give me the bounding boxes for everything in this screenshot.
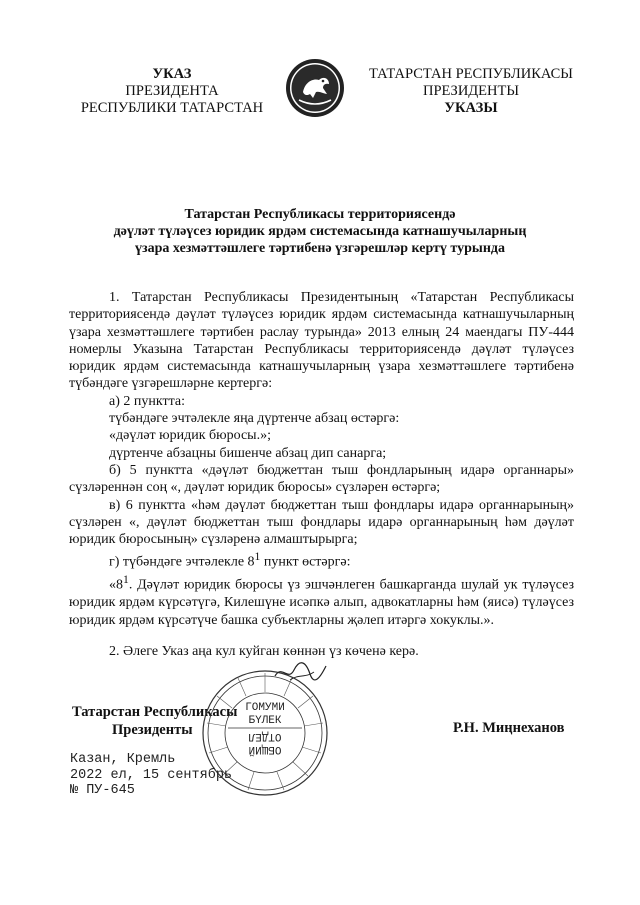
item-b: б) 5 пунктта «дәүләт бюджеттан тыш фондларының идарә органнары» сүзләреннән соң «, дәүләт юридик бюросы» сүзләрен өстәргә; (69, 462, 574, 496)
document-body (69, 289, 574, 660)
signatory-line-2: Президенты (112, 722, 193, 738)
item-a-line-2: «дәүләт юридик бюросы.»; (109, 428, 271, 444)
header-right-line-2: ПРЕЗИДЕНТЫ (422, 83, 520, 99)
emblem-icon (285, 58, 345, 118)
meta-place: Казан, Кремль (70, 752, 176, 767)
title-line-3: үзара хезмәттәшлеге тәртибенә үзгәрешләр кертү турында (135, 241, 505, 256)
quote-sup: 1 (123, 573, 129, 587)
header-left-line-2: ПРЕЗИДЕНТА (125, 83, 219, 99)
signatory-name: Р.Н. Миңнеханов (453, 720, 565, 736)
title-line-2: дәүләт түләүсез юридик ярдәм системасында катнашучыларның (113, 224, 527, 239)
title-line-1: Татарстан Республикасы территориясендә (184, 207, 456, 222)
paragraph-1: 1. Татарстан Республикасы Президентының «Татарстан Республикасы территориясендә дәүләт түләүсез юридик ярдәм системасында катнашучыларның үзара хезмәттәшлеге тәртибен раслау турында» 2013 елның 24 маендагы ПУ-444 номерлы Указына Татарстан Республикасы территориясендә дәүләт түләүсез юридик ярдәм системасында катнашучыларның үзара хезмәттәшлеге тәртибенә түбәндәге үзгәрешләрне кертергә: (69, 290, 574, 392)
handwritten-signature-icon (270, 656, 330, 686)
document-title (90, 206, 550, 257)
item-g-quote (69, 571, 574, 629)
header-left-line-1: УКАЗ (152, 66, 192, 82)
item-v: в) 6 пунктта «һәм дәүләт бюджеттан тыш фондлары идарә органнарының» сүзләрен «, дәүләт бюджеттан тыш фондлары идарә органнарының һәм дәүләт юридик бюросының» сүзләренә алмаштырырга; (69, 497, 574, 548)
header-left (72, 66, 272, 117)
meta-number: № ПУ-645 (70, 783, 135, 798)
header-right-line-1: ТАТАРСТАН РЕСПУБЛИКАСЫ (369, 66, 573, 82)
item-g-text-end: пункт өстәргә: (260, 555, 351, 571)
seal-line-3: ОТДЕЛ (248, 730, 282, 742)
signatory-line-1: Татарстан Республикасы (72, 704, 238, 720)
item-a-line-1: түбәндәге эчтәлекле яңа дүртенче абзац өстәргә: (109, 411, 400, 427)
header-left-line-3: РЕСПУБЛИКИ ТАТАРСТАН (80, 100, 264, 116)
quote-text: . Дәүләт юридик бюросы үз эшчәнлеген башкарганда шулай ук түләүсез юридик ярдәм күрсәтүгә, Килешүне исәпкә алып, адвокатларны һәм (яисә) түләүсез юридик ярдәм күрсәтүче башка субъектларны җәлеп итәргә хокуклы.». (69, 578, 574, 628)
item-g (69, 548, 574, 571)
seal-line-1: ГОМУМИ (245, 702, 285, 714)
item-a-line-3: дүртенче абзацны бишенче абзац дип санарга; (109, 445, 387, 461)
paragraph-2: 2. Әлеге Указ аңа кул куйган көннән үз көченә керә. (109, 643, 419, 659)
quote-start: «8 (109, 578, 123, 594)
seal-line-4: ОБЩИЙ (248, 743, 282, 755)
header-right (364, 66, 578, 117)
item-g-text: г) түбәндәге эчтәлекле 8 (109, 555, 255, 571)
meta-date: 2022 ел, 15 сентябрь (70, 767, 233, 783)
seal-line-2: БҮЛЕК (248, 715, 282, 727)
item-g-sup: 1 (254, 550, 261, 564)
document-meta (70, 752, 232, 799)
header-right-line-3: УКАЗЫ (444, 100, 498, 116)
item-a-label: а) 2 пунктта: (109, 393, 185, 409)
